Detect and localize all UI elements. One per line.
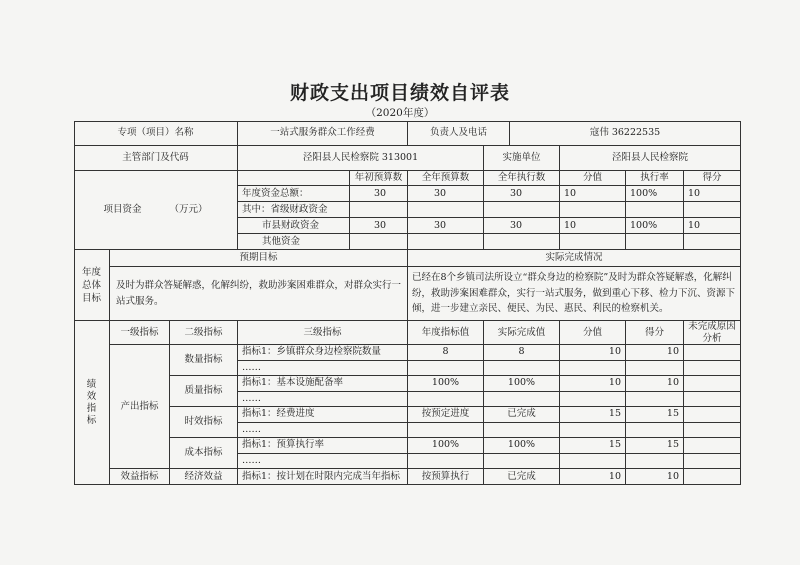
indicator-reason-cell [684,423,741,439]
funds-value-cell [626,202,684,218]
indicator-actual-cell [484,392,560,408]
funds-label-cell [74,171,238,250]
funds-value-cell: 100% [626,186,684,202]
indicator-level1-benefit: 效益指标 [110,469,170,485]
indicator-name-cell: 指标1：预算执行率 [238,438,408,454]
indicator-score-value-cell [560,454,626,470]
indicator-target-cell: 按预定进度 [408,407,484,423]
indicator-actual-cell [484,454,560,470]
funds-value-cell: 30 [484,218,560,234]
funds-header-cell: 分值 [560,171,626,186]
indicator-actual-cell: 8 [484,345,560,361]
indicator-score-value-cell: 10 [560,469,626,485]
indicator-score-cell: 10 [626,345,684,361]
funds-header-cell: 年初预算数 [350,171,408,186]
funds-value-cell [408,202,484,218]
funds-value-cell [408,234,484,250]
indicator-level2-cell: 时效指标 [170,407,238,438]
page-title: 财政支出项目绩效自评表 [289,82,510,104]
funds-value-cell [350,202,408,218]
indicator-score-cell: 10 [626,469,684,485]
funds-value-cell [484,202,560,218]
owner-label: 负责人及电话 [408,121,510,146]
indicator-reason-cell [684,407,741,423]
funds-row-name: 市县财政资金 [238,218,350,234]
indicator-score-cell: 10 [626,376,684,392]
funds-value-cell: 30 [484,186,560,202]
indicator-header-cell: 分值 [560,321,626,345]
indicator-level2-cell: 数量指标 [170,345,238,376]
indicator-reason-cell [684,438,741,454]
funds-row-name: 年度资金总额： [238,186,350,202]
funds-value-cell [626,234,684,250]
indicators-label-cell [74,321,110,485]
indicator-reason-cell [684,454,741,470]
owner-value: 寇伟 36222535 [510,121,741,146]
dept-value: 泾阳县人民检察院 313001 [238,146,484,171]
funds-value-cell: 30 [350,218,408,234]
funds-header-cell: 得分 [684,171,741,186]
dept-label: 主管部门及代码 [74,146,238,171]
indicator-target-cell [408,361,484,377]
indicator-header-cell: 实际完成值 [484,321,560,345]
indicators-label: 绩效指标 [86,378,97,426]
funds-value-cell: 30 [408,186,484,202]
indicator-score-cell [626,423,684,439]
funds-header-cell: 全年预算数 [408,171,484,186]
indicator-score-cell [626,454,684,470]
goals-label: 年度总体目标 [81,266,101,304]
indicator-actual-cell: 已完成 [484,469,560,485]
indicator-actual-cell: 已完成 [484,407,560,423]
indicator-reason-cell [684,469,741,485]
funds-value-cell: 10 [560,218,626,234]
indicator-score-value-cell [560,361,626,377]
funds-value-cell: 10 [684,186,741,202]
funds-row-name: 其中：省级财政资金 [238,202,350,218]
funds-value-cell [560,234,626,250]
indicator-reason-cell [684,345,741,361]
indicator-level2-cell: 成本指标 [170,438,238,469]
actual-text: 已经在8个乡镇司法所设立“群众身边的检察院”及时为群众答疑解惑，化解纠纷，救助涉案困难群众，实行一站式服务，做到重心下移、检力下沉、资源下倾，进一步建立亲民、便民、为民、惠民、利民的检察机关。 [408,267,741,321]
funds-header-cell: 执行率 [626,171,684,186]
indicator-level2-cell: 经济效益 [170,469,238,485]
goals-label-cell [74,250,110,321]
indicator-score-value-cell: 10 [560,376,626,392]
indicator-name-cell: …… [238,361,408,377]
indicator-reason-cell [684,361,741,377]
indicator-level1-output: 产出指标 [110,345,170,469]
indicator-header-cell: 二级指标 [170,321,238,345]
indicator-score-value-cell [560,423,626,439]
indicator-name-cell: 指标1：乡镇群众身边检察院数量 [238,345,408,361]
indicator-score-value-cell: 15 [560,438,626,454]
funds-value-cell: 10 [684,218,741,234]
year-subtitle: （2020年度） [365,107,435,119]
funds-value-cell [684,234,741,250]
funds-value-cell [684,202,741,218]
indicator-actual-cell [484,361,560,377]
indicator-target-cell: 100% [408,438,484,454]
indicator-reason-cell [684,392,741,408]
indicator-score-value-cell: 15 [560,407,626,423]
indicator-header-cell: 得分 [626,321,684,345]
funds-header-cell: 全年执行数 [484,171,560,186]
funds-value-cell [560,202,626,218]
expected-text: 及时为群众答疑解惑，化解纠纷，救助涉案困难群众，对群众实行一站式服务。 [110,267,408,321]
indicator-name-cell: 指标1：基本设施配备率 [238,376,408,392]
indicator-level2-cell: 质量指标 [170,376,238,407]
indicator-header-cell: 一级指标 [110,321,170,345]
indicator-score-cell [626,361,684,377]
indicator-score-cell: 15 [626,407,684,423]
indicator-score-value-cell [560,392,626,408]
indicator-header-cell: 年度指标值 [408,321,484,345]
indicator-target-cell: 按预算执行 [408,469,484,485]
indicator-score-value-cell: 10 [560,345,626,361]
funds-value-cell [484,234,560,250]
indicator-actual-cell: 100% [484,438,560,454]
actual-label: 实际完成情况 [408,250,741,267]
indicator-target-cell: 8 [408,345,484,361]
indicator-target-cell [408,392,484,408]
indicator-score-cell: 15 [626,438,684,454]
funds-unit: （万元） [169,204,208,215]
indicator-target-cell: 100% [408,376,484,392]
indicator-header-cell: 未完成原因分析 [684,321,741,345]
funds-value-cell: 100% [626,218,684,234]
impl-value: 泾阳县人民检察院 [560,146,741,171]
funds-label: 项目资金 [103,204,142,215]
expected-label: 预期目标 [110,250,408,267]
indicator-reason-cell [684,376,741,392]
funds-header-blank [238,171,350,186]
impl-label: 实施单位 [484,146,560,171]
indicator-target-cell [408,454,484,470]
indicator-name-cell: …… [238,454,408,470]
indicator-name-cell: 指标1：经费进度 [238,407,408,423]
funds-value-cell [350,234,408,250]
indicator-name-cell: …… [238,423,408,439]
indicator-actual-cell: 100% [484,376,560,392]
project-name-value: 一站式服务群众工作经费 [238,121,408,146]
indicator-header-cell: 三级指标 [238,321,408,345]
indicator-name-cell: 指标1：按计划在时限内完成当年指标 [238,469,408,485]
indicator-name-cell: …… [238,392,408,408]
indicator-score-cell [626,392,684,408]
funds-value-cell: 10 [560,186,626,202]
project-name-label: 专项（项目）名称 [74,121,238,146]
funds-value-cell: 30 [408,218,484,234]
indicator-actual-cell [484,423,560,439]
indicator-target-cell [408,423,484,439]
funds-value-cell: 30 [350,186,408,202]
funds-row-name: 其他资金 [238,234,350,250]
